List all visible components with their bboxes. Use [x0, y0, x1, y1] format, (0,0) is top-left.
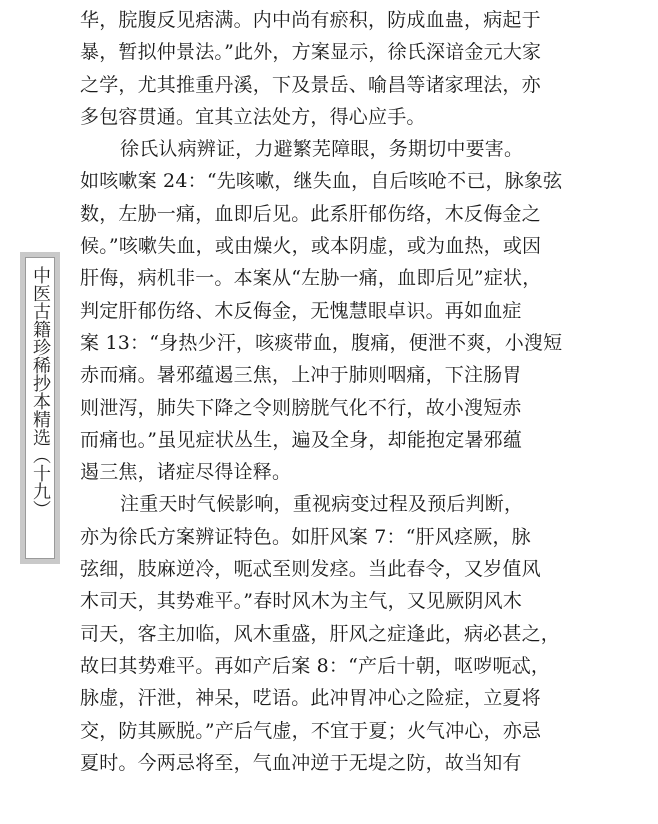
text-line: 暴，暂拟仲景法。”此外，方案显示，徐氏深谙金元大家 — [80, 41, 542, 64]
text-line: 而痛也。”虽见症状丛生，遍及全身，却能抱定暑邪蕴 — [80, 428, 523, 451]
text-line: 亦为徐氏方案辨证特色。如肝风案 7：“肝风痉厥，脉 — [80, 525, 531, 548]
text-line: 夏时。今两忌将至，气血冲逆于无堤之防，故当知有 — [80, 751, 522, 774]
book-series-title: 中医古籍珍稀抄本精选（十九） — [30, 266, 51, 518]
text-line: 多包容贯通。宜其立法处方，得心应手。 — [80, 105, 426, 128]
text-line: 案 13：“身热少汗，咳痰带血，腹痛，便泄不爽，小溲短 — [80, 331, 563, 354]
text-line: 故曰其势难平。再如产后案 8：“产后十朝，呕哕呃忒， — [80, 654, 551, 677]
text-line: 交，防其厥脱。”产后气虚，不宜于夏；火气冲心，亦忌 — [80, 719, 542, 742]
text-line: 华，脘腹反见痞满。内中尚有瘀积，防成血蛊，病起于 — [80, 9, 541, 31]
body-text — [80, 4, 580, 779]
text-line: 木司天，其势难平。”春时风木为主气，又见厥阴风木 — [80, 590, 523, 613]
book-series-tab-frame — [25, 257, 55, 559]
text-line: 脉虚，汗泄，神呆，呓语。此冲胃冲心之险症，立夏将 — [80, 687, 541, 710]
text-line: 肝侮，病机非一。本案从“左胁一痛，血即后见”症状， — [80, 267, 542, 290]
text-line: 如咳嗽案 24：“先咳嗽，继失血，自后咳呛不已，脉象弦 — [80, 170, 563, 193]
text-line: 判定肝郁伤络、木反侮金，无愧慧眼卓识。再如血症 — [80, 299, 522, 322]
text-line: 数，左胁一痛，血即后见。此系肝郁伤络，木反侮金之 — [80, 202, 541, 225]
paragraph-first-line: 徐氏认病辨证，力避繁芜障眼，务期切中要害。 — [120, 138, 524, 161]
text-line: 则泄泻，肺失下降之令则膀胱气化不行，故小溲短赤 — [80, 396, 522, 419]
text-line: 候。”咳嗽失血，或由燥火，或本阴虚，或为血热，或因 — [80, 235, 542, 258]
text-line: 赤而痛。暑邪蕴遏三焦，上冲于肺则咽痛，下注肠胃 — [80, 364, 522, 387]
text-line: 弦细，肢麻逆冷，呃忒至则发痉。当此春令，又岁值风 — [80, 558, 541, 581]
paragraph-first-line: 注重天时气候影响，重视病变过程及预后判断， — [120, 493, 524, 516]
book-series-tab — [20, 252, 60, 564]
text-line: 遏三焦，诸症尽得诠释。 — [80, 461, 292, 484]
text-line: 司天，客主加临，风木重盛，肝风之症逢此，病必甚之， — [80, 622, 561, 645]
text-line: 之学，尤其推重丹溪，下及景岳、喻昌等诸家理法，亦 — [80, 73, 541, 96]
